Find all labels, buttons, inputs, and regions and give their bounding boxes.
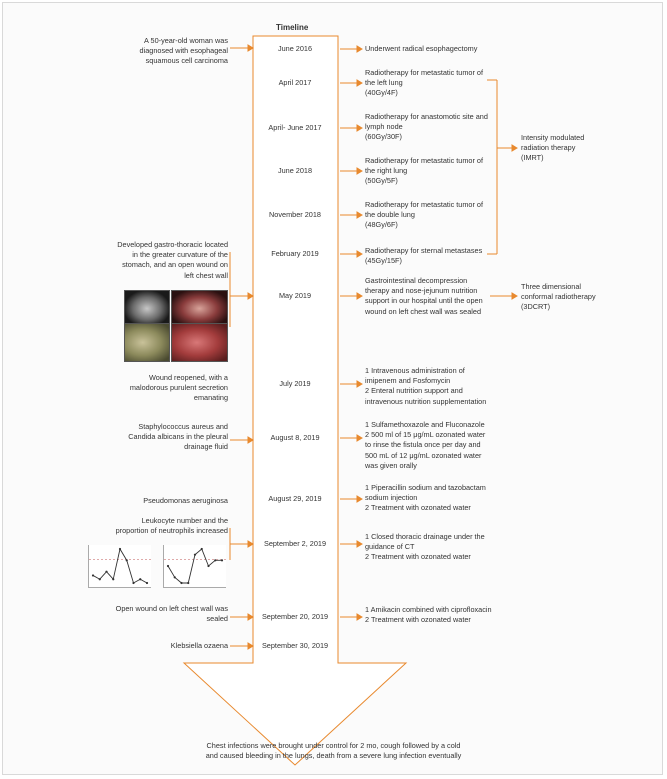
timeline-date: May 2019: [278, 291, 312, 300]
therapy-bracket-label: radiation therapy: [521, 143, 576, 153]
right-event-line: 1 Sulfamethoxazole and Fluconazole: [365, 420, 485, 429]
right-event-line: the right lung: [365, 166, 408, 176]
timeline-date: August 8, 2019: [270, 433, 320, 442]
right-event-line: Gastrointestinal decompression: [365, 276, 468, 285]
timeline-date: September 20, 2019: [261, 612, 329, 621]
therapy-bracket-label: (IMRT): [521, 153, 544, 163]
data-point: [214, 559, 216, 561]
outcome-line: Chest infections were brought under control for 2 mo, cough followed by a cold: [206, 741, 461, 750]
timeline-date: August 29, 2019: [268, 494, 322, 503]
timeline-date: April 2017: [278, 78, 312, 87]
right-event-line: (40Gy/4F): [365, 88, 398, 98]
left-event-line: Developed gastro-thoracic located: [117, 240, 228, 249]
right-event-line: Underwent radical esophagectomy: [365, 44, 478, 53]
right-arrowhead: [357, 125, 362, 131]
right-arrowhead: [357, 496, 362, 502]
right-event-line: 1 Intravenous administration of: [365, 366, 465, 375]
left-event-line: Open wound on left chest wall was: [115, 604, 228, 613]
data-point: [92, 574, 94, 576]
right-arrowhead: [357, 212, 362, 218]
right-event-line: support in our hospital until the open: [365, 296, 483, 306]
therapy-bracket-label: (3DCRT): [521, 302, 551, 312]
left-event-line: A 50-year-old woman was: [144, 36, 228, 45]
left-event-line: malodorous purulent secretion: [129, 383, 228, 393]
right-arrowhead: [357, 46, 362, 52]
left-event-line: stomach, and an open wound on: [122, 260, 228, 270]
left-event-line: Staphylococcus aureus and: [138, 422, 228, 431]
data-point: [221, 559, 223, 561]
data-point: [207, 565, 209, 567]
data-point: [180, 582, 182, 584]
therapy-bracket-label: Three dimensional: [521, 282, 582, 291]
right-event-line: the double lung: [365, 210, 415, 220]
ct-scan-image-2: [171, 290, 228, 324]
data-point: [99, 578, 101, 580]
timeline-date: June 2016: [277, 44, 313, 53]
left-event-line: squamous cell carcinoma: [145, 56, 228, 66]
left-event-line: proportion of neutrophils increased: [115, 526, 228, 536]
right-event-line: 2 Treatment with ozonated water: [365, 552, 471, 562]
endoscopy-image-1: [124, 323, 170, 362]
left-event-line: diagnosed with esophageal: [139, 46, 228, 56]
right-event-line: (60Gy/30F): [365, 132, 402, 142]
right-event-line: therapy and nose-jejunum nutrition: [365, 286, 478, 296]
left-event-line: Leukocyte number and the: [141, 516, 228, 525]
timeline-title: Timeline: [276, 23, 309, 32]
timeline-date: February 2019: [271, 249, 319, 258]
timeline-date: June 2018: [277, 166, 313, 175]
right-event-line: Radiotherapy for anastomotic site and: [365, 112, 488, 121]
right-event-line: 2 Enteral nutrition support and: [365, 386, 463, 396]
right-event-line: 1 Amikacin combined with ciprofloxacin: [365, 605, 492, 614]
bracket-arrowhead: [512, 293, 517, 299]
data-point: [139, 578, 141, 580]
right-event-line: imipenem and Fosfomycin: [365, 376, 451, 386]
right-event-line: guidance of CT: [365, 542, 415, 552]
right-arrowhead: [357, 541, 362, 547]
left-event-line: drainage fluid: [184, 442, 228, 452]
timeline-date: November 2018: [269, 210, 321, 219]
left-event-line: sealed: [206, 614, 228, 624]
left-event-line: left chest wall: [184, 270, 228, 280]
right-arrowhead: [357, 168, 362, 174]
therapy-bracket-label: Intensity modulated: [521, 133, 585, 142]
data-point: [187, 582, 189, 584]
outcome-line: and caused bleeding in the lungs, death from a severe lung infection eventually: [205, 751, 462, 761]
right-event-line: Radiotherapy for sternal metastases: [365, 246, 483, 255]
data-point: [112, 578, 114, 580]
data-point: [119, 548, 121, 550]
right-event-line: sodium injection: [365, 493, 418, 503]
data-point: [201, 548, 203, 550]
right-arrowhead: [357, 435, 362, 441]
right-event-line: Radiotherapy for metastatic tumor of: [365, 68, 484, 77]
therapy-bracket-label: conformal radiotherapy: [521, 292, 596, 302]
right-event-line: 1 Closed thoracic drainage under the: [365, 532, 485, 541]
timeline-date: September 2, 2019: [263, 539, 327, 548]
left-event-line: Wound reopened, with a: [149, 373, 228, 382]
timeline-date: April- June 2017: [268, 123, 322, 132]
right-arrowhead: [357, 293, 362, 299]
right-event-line: Radiotherapy for metastatic tumor of: [365, 200, 484, 209]
left-event-line: emanating: [193, 393, 228, 403]
right-event-line: 2 Treatment with ozonated water: [365, 503, 471, 513]
neutrophil-line-chart: [163, 545, 226, 588]
right-event-line: was given orally: [365, 460, 417, 470]
right-event-line: (45Gy/15F): [365, 256, 402, 266]
right-event-line: (48Gy/6F): [365, 220, 398, 230]
right-event-line: 2 500 ml of 15 μg/mL ozonated water: [365, 430, 486, 440]
right-arrowhead: [357, 80, 362, 86]
left-event-line: in the greater curvature of the: [132, 250, 228, 260]
data-point: [146, 582, 148, 584]
right-event-line: intravenous nutrition supplementation: [365, 396, 487, 406]
bracket-arrowhead: [512, 145, 517, 151]
right-event-line: wound on left chest wall was sealed: [365, 306, 482, 316]
data-point: [105, 571, 107, 573]
timeline-date: September 30, 2019: [261, 641, 329, 650]
data-point: [174, 576, 176, 578]
right-event-line: the left lung: [365, 78, 403, 88]
timeline-date: July 2019: [279, 379, 311, 388]
right-event-line: 1 Piperacillin sodium and tazobactam: [365, 483, 486, 492]
data-point: [132, 582, 134, 584]
ct-scan-image-1: [124, 290, 170, 324]
left-event-line: Pseudomonas aeruginosa: [143, 496, 228, 505]
left-event-line: Klebsiella ozaena: [170, 641, 228, 650]
data-point: [167, 565, 169, 567]
series-line: [93, 549, 147, 583]
right-arrowhead: [357, 614, 362, 620]
wound-image: [171, 323, 228, 362]
right-arrowhead: [357, 381, 362, 387]
leukocyte-line-chart: [88, 545, 151, 588]
right-arrowhead: [357, 251, 362, 257]
left-event-line: Candida albicans in the pleural: [128, 432, 228, 442]
data-point: [126, 559, 128, 561]
right-event-line: Radiotherapy for metastatic tumor of: [365, 156, 484, 165]
right-event-line: to rinse the fistula once per day and: [365, 440, 481, 450]
right-event-line: 2 Treatment with ozonated water: [365, 615, 471, 625]
right-event-line: lymph node: [365, 122, 403, 132]
data-point: [194, 554, 196, 556]
right-event-line: 500 mL of 12 μg/mL ozonated water: [365, 450, 482, 460]
right-event-line: (50Gy/5F): [365, 176, 398, 186]
